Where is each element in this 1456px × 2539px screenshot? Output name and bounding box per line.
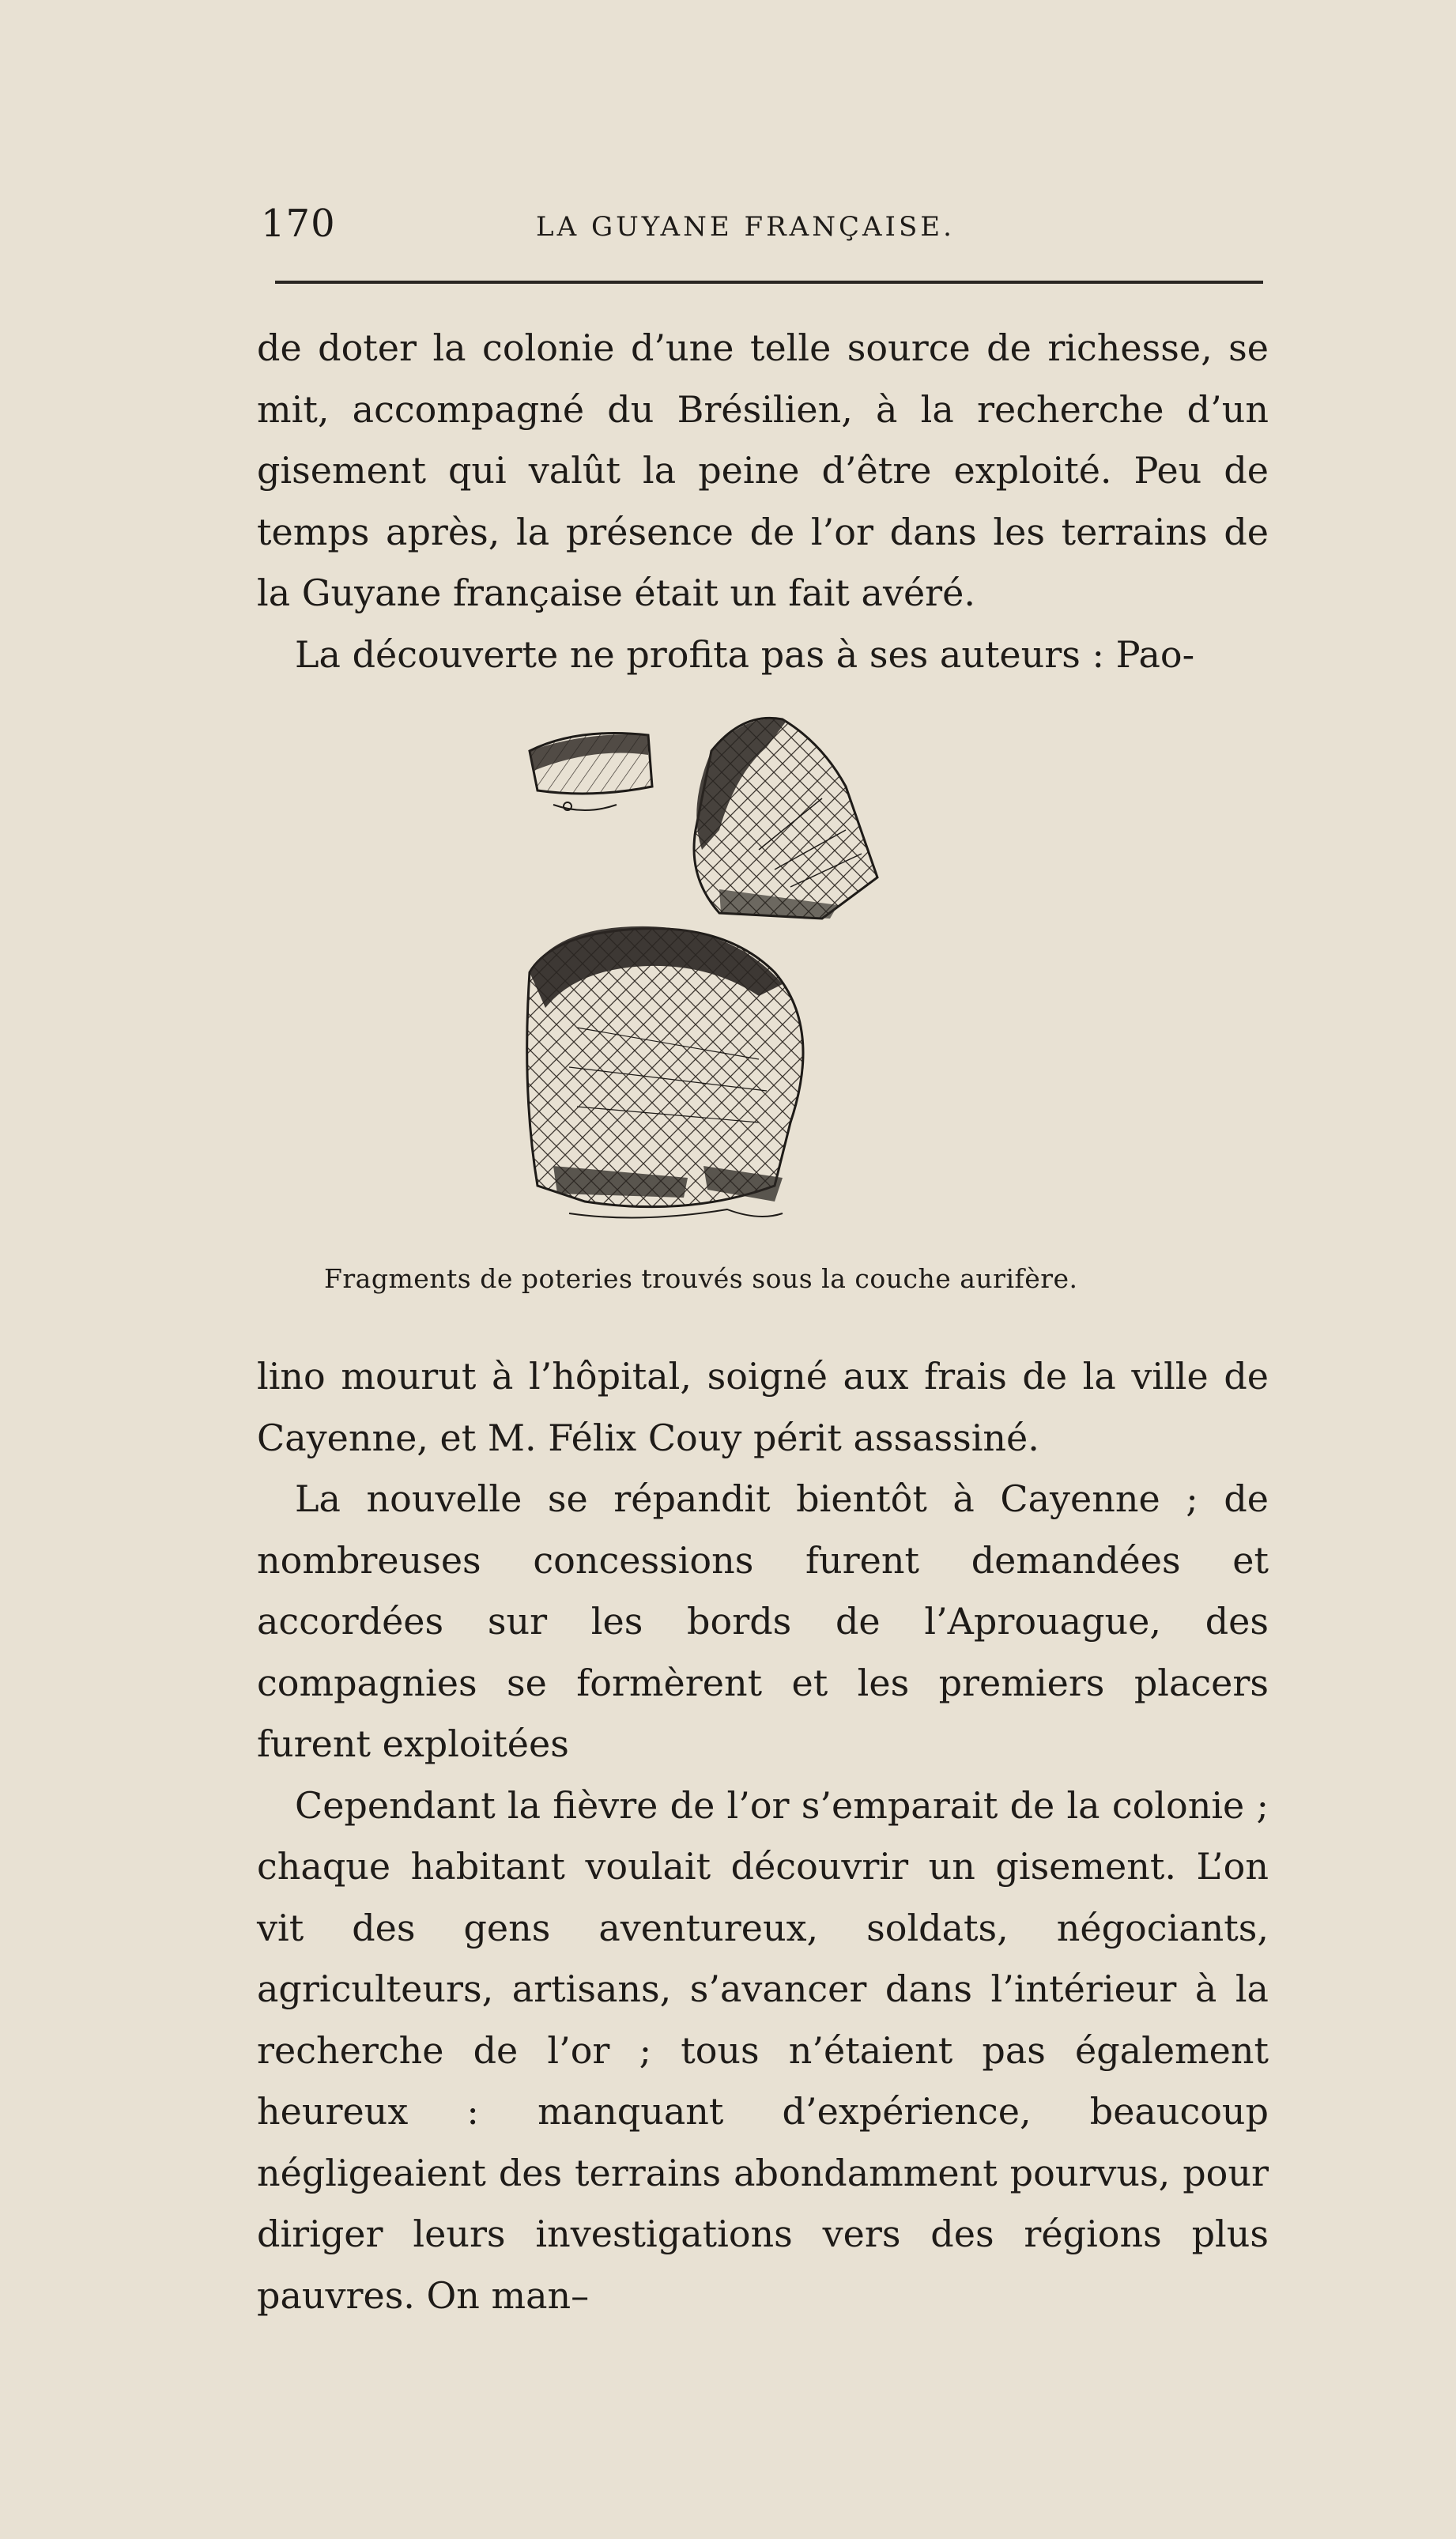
paragraph: La nouvelle se répandit bientôt à Cayenne ; de nombreuses concessions furent demandées et accordées sur les bords de l’Aprouague, des compagnies se formèrent et les premiers placers furent exploitées	[257, 1477, 1269, 1765]
fragment-upper	[694, 718, 877, 919]
page-header	[261, 202, 1263, 257]
fragment-small	[530, 734, 652, 811]
page-number: 170	[261, 202, 336, 246]
paragraph: Cependant la fièvre de l’or s’emparait de la colonie ; chaque habitant voulait découvrir un gisement. L’on vit des gens aventureux, soldats, négociants, agriculteurs, artisans, s’avancer dans l’intérieur à la recherche de l’or ; tous n’étaient pas également heureux : manquant d’expérience, beaucoup négligeaient des terrains abondamment pourvus, pour diriger leurs investigations vers des régions plus pauvres. On man–	[257, 1783, 1269, 2317]
figure-caption: Fragments de poteries trouvés sous la couche aurifère.	[324, 1263, 1078, 1294]
running-title: LA GUYANE FRANÇAISE.	[536, 211, 955, 243]
header-rule	[275, 281, 1263, 284]
text-block-bottom	[257, 1346, 1269, 2326]
pottery-fragments-illustration	[522, 711, 1012, 1249]
paragraph: La découverte ne profita pas à ses auteurs : Pao-	[295, 632, 1195, 676]
text-block-top	[257, 318, 1269, 685]
paragraph: lino mourut à l’hôpital, soigné aux frais de la ville de Cayenne, et M. Félix Couy périt assassiné.	[257, 1355, 1269, 1459]
paragraph: de doter la colonie d’une telle source de richesse, se mit, accompagné du Brésilien, à la recherche d’un gisement qui valût la peine d’être exploité. Peu de temps après, la présence de l’or dans les terrains de la Guyane française était un fait avéré.	[257, 326, 1269, 614]
fragment-large	[527, 926, 803, 1218]
